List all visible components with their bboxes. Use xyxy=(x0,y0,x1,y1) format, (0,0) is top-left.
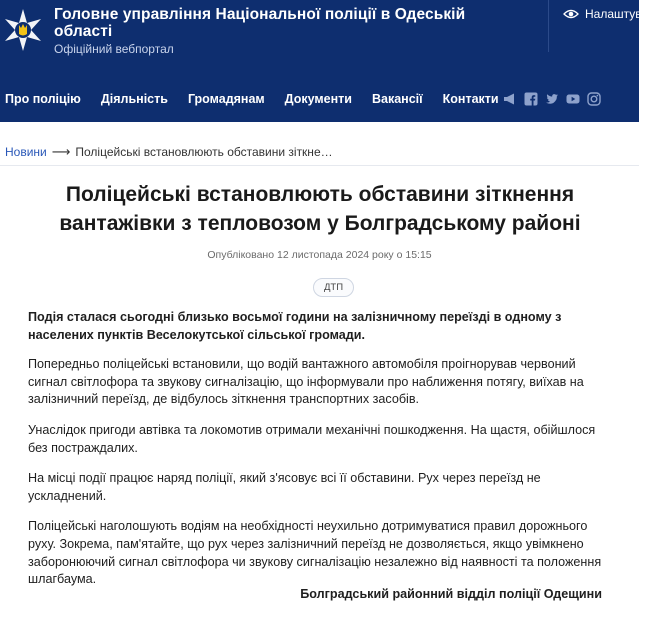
instagram-icon[interactable] xyxy=(587,92,601,106)
nav-item-vacancies[interactable]: Вакансії xyxy=(371,92,423,106)
org-title-line2: області xyxy=(54,23,113,40)
nav-item-documents[interactable]: Документи xyxy=(284,92,352,106)
article-paragraph: На місці події працює наряд поліції, який з'ясовує всі її обставини. Рух через переїзд не ускладнений. xyxy=(28,471,541,503)
accessibility-icon xyxy=(563,8,579,20)
breadcrumb-home-link[interactable]: Новини xyxy=(5,145,47,159)
article-signature: Болградський районний відділ поліції Одещини xyxy=(300,587,602,601)
social-links xyxy=(503,92,601,106)
nav-item-contacts[interactable]: Контакти xyxy=(442,92,499,106)
article-paragraph: Попередньо поліцейські встановили, що водій вантажного автомобіля проігнорував червоний сигнал світлофора та звукову сигналізацію, що інформували про наближення потягу, виїхав на залізничний переїзд, де відбулось зіткнення транспортних засобів. xyxy=(28,357,584,407)
settings-label: Налаштува xyxy=(585,7,648,21)
youtube-icon[interactable] xyxy=(566,92,580,106)
breadcrumb xyxy=(5,144,333,160)
twitter-icon[interactable] xyxy=(545,92,559,106)
header-divider xyxy=(548,0,549,52)
publish-date: Опубліковано 12 листопада 2024 року о 15:15 xyxy=(207,249,432,261)
org-subtitle: Офіційний вебпортал xyxy=(54,42,174,56)
site-header xyxy=(0,0,648,122)
org-title-line1: Головне управління Національної поліції в Одеській xyxy=(54,6,466,23)
nav-item-citizens[interactable]: Громадянам xyxy=(187,92,265,106)
police-logo-icon[interactable] xyxy=(0,6,46,60)
tag-badge[interactable]: ДТП xyxy=(313,278,354,297)
arrow-right-icon: ⟶ xyxy=(51,144,71,159)
facebook-icon[interactable] xyxy=(524,92,538,106)
nav-item-about[interactable]: Про поліцію xyxy=(5,92,81,106)
breadcrumb-current: Поліцейські встановлюють обставини зіткне… xyxy=(75,145,333,159)
article-paragraph: Унаслідок пригоди автівка та локомотив отримали механічні пошкодження. На щастя, обійшлося без постраждалих. xyxy=(28,422,596,455)
org-title[interactable] xyxy=(54,6,524,40)
main-nav xyxy=(5,92,519,106)
breadcrumb-divider xyxy=(0,165,639,166)
settings-button[interactable] xyxy=(563,6,648,22)
article-body xyxy=(28,309,618,602)
megaphone-icon[interactable] xyxy=(503,92,517,106)
article-paragraph: Поліцейські наголошують водіям на необхідності неухильно дотримуватися правил дорожнього руху. Зокрема, пам'ятайте, що рух через залізничний переїзд не дозволяється, якщо увімкнено заборонюючий сигнал світлофора чи звукову сигналізацію незалежно від наявності та положення шлагбаума. xyxy=(28,519,602,587)
nav-item-activity[interactable]: Діяльність xyxy=(100,92,168,106)
article-lead: Подія сталася сьогодні близько восьмої години на залізничному переїзді в одному з населених пунктів Веселокутської сільської громади. xyxy=(28,310,562,342)
article-title: Поліцейські встановлюють обставини зіткнення вантажівки з тепловозом у Болградському районі xyxy=(59,183,581,235)
